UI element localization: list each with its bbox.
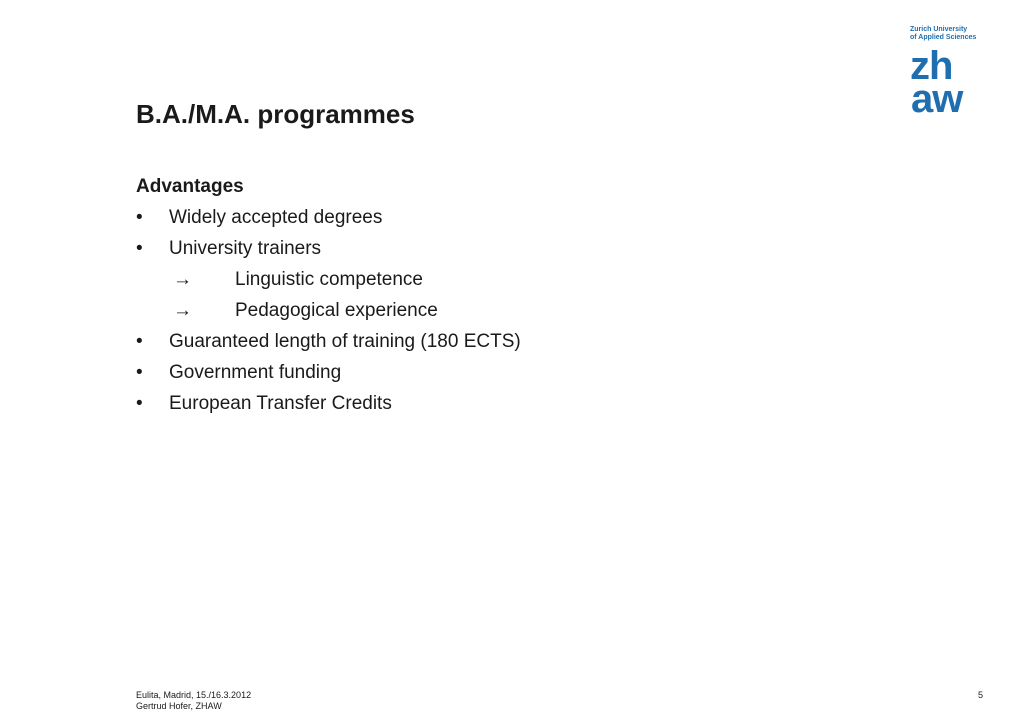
list-item: [136, 237, 836, 268]
bullet-marker: •: [136, 362, 143, 383]
bullet-marker: •: [136, 393, 143, 414]
zhaw-logo: [910, 26, 992, 130]
logo-letters: [910, 44, 992, 121]
list-item: [136, 330, 836, 361]
list-item-text: Guaranteed length of training (180 ECTS): [169, 331, 521, 352]
list-item-text: Government funding: [169, 362, 342, 383]
footer-author: Gertrud Hofer, ZHAW: [136, 701, 222, 711]
sub-list-item-text: Pedagogical experience: [235, 300, 438, 321]
list-item: [136, 361, 836, 392]
logo-caption-line1: Zurich University: [910, 26, 968, 33]
sub-list-item-text: Linguistic competence: [235, 269, 423, 290]
slide-title: B.A./M.A. programmes: [136, 99, 415, 129]
logo-letters-line1: zh: [910, 44, 953, 88]
section-heading: Advantages: [136, 176, 244, 197]
page-number: 5: [978, 690, 984, 700]
arrow-marker: →: [173, 300, 192, 321]
footer-event: Eulita, Madrid, 15./16.3.2012: [136, 690, 252, 700]
list-item-text: European Transfer Credits: [169, 393, 392, 414]
footer: [136, 690, 251, 712]
arrow-marker: →: [173, 269, 192, 290]
bullet-marker: •: [136, 207, 143, 228]
sub-list-item: [136, 268, 836, 299]
sub-list-item: [136, 299, 836, 330]
list-item: [136, 206, 836, 237]
logo-caption: [910, 26, 992, 42]
slide-content: [136, 175, 836, 423]
bullet-marker: •: [136, 238, 143, 259]
list-item-text: University trainers: [169, 238, 322, 259]
logo-letters-line2: aw: [911, 77, 963, 121]
list-item-text: Widely accepted degrees: [169, 207, 383, 228]
logo-caption-line2: of Applied Sciences: [910, 34, 977, 41]
bullet-marker: •: [136, 331, 143, 352]
list-item: [136, 392, 836, 423]
